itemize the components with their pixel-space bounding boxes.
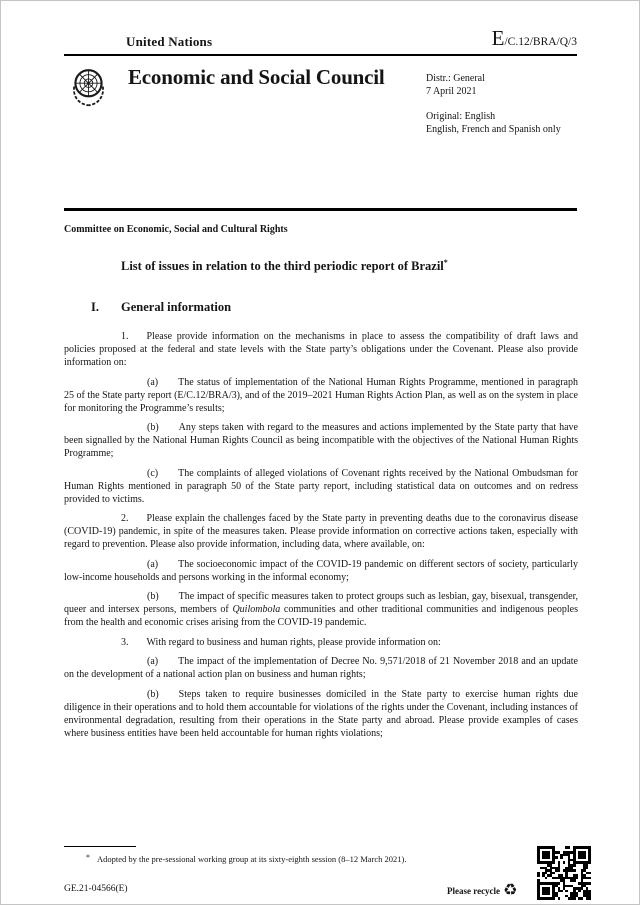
footnote-text: Adopted by the pre-sessional working group at its sixty-eighth session (8–12 March 2021). <box>97 854 407 864</box>
footnote <box>64 852 566 865</box>
languages-line: English, French and Spanish only <box>426 124 561 135</box>
paragraph-list <box>64 330 578 740</box>
footnote-rule <box>64 846 136 847</box>
document-code: GE.21-04566(E) <box>64 884 128 894</box>
document-body <box>64 223 578 746</box>
document-title <box>64 255 578 274</box>
paragraph-10: (b) Steps taken to require businesses domiciled in the State party to exercise human rights due diligence in their operations and to hold them accountable for violations of the rights under the Covenant, including instances of environmental degradation, resulting from their operations in the State party and abroad. Please provide examples of cases where business entities have been held accountable for human rights violations; <box>64 688 578 739</box>
paragraph-label: 3. <box>121 636 129 648</box>
distr-line: Distr.: General <box>426 73 485 84</box>
date-line: 7 April 2021 <box>426 86 477 97</box>
recycle-label: Please recycle <box>447 886 501 896</box>
distribution-block <box>426 72 561 136</box>
section-number: I. <box>91 300 99 315</box>
qr-code <box>537 846 591 900</box>
original-language-line: Original: English <box>426 111 496 122</box>
council-title: Economic and Social Council <box>128 65 385 89</box>
paragraph-label: (a) <box>147 656 159 668</box>
paragraph-9: (a) The impact of the implementation of Decree No. 9,571/2018 of 21 November 2018 and an update on the development of a national action plan on business and human rights; <box>64 656 578 681</box>
paragraph-label: (b) <box>147 422 159 434</box>
header-rule <box>64 54 577 56</box>
distr-gap <box>426 98 561 110</box>
section-heading <box>64 299 578 315</box>
org-name: United Nations <box>126 34 213 49</box>
document-symbol <box>492 26 577 51</box>
paragraph-label: (c) <box>147 467 159 479</box>
paragraph-5: 2. Please explain the challenges faced by the State party in preventing deaths due to the coronavirus disease (COVID-19) pandemic, in spite of the measures taken. Please provide information on corrective actions taken, especially with regard to prevention. Please also provide information, including data, where available, on: <box>64 513 578 551</box>
un-emblem-icon <box>64 62 113 111</box>
symbol-rest: /C.12/BRA/Q/3 <box>504 36 577 48</box>
paragraph-label: (b) <box>147 688 159 700</box>
paragraph-8: 3. With regard to business and human rights, please provide information on: <box>121 636 441 648</box>
recycle-note <box>447 881 517 901</box>
recycle-icon: ♻ <box>503 882 518 899</box>
paragraph-3: (b) Any steps taken with regard to the measures and actions implemented by the State party that have been signalled by the National Human Rights Council as being incompatible with the objectives of the National Human Rights Programme; <box>64 422 578 460</box>
paragraph-label: 2. <box>121 513 129 525</box>
paragraph-6: (a) The socioeconomic impact of the COVID-19 pandemic on different sectors of society, particularly low-income households and persons working in the informal economy; <box>64 558 578 583</box>
committee-name: Committee on Economic, Social and Cultural Rights <box>64 224 288 235</box>
document-title-text: List of issues in relation to the third periodic report of Brazil <box>121 259 444 274</box>
paragraph-label: (a) <box>147 376 159 388</box>
paragraph-2: (a) The status of implementation of the National Human Rights Programme, mentioned in paragraph 25 of the State party report (E/C.12/BRA/3), and of the 2019–2021 Human Rights Action Plan, as well as on the system in place for monitoring the Programme’s results; <box>64 376 578 414</box>
footnote-marker: * <box>86 853 90 862</box>
paragraph-label: (a) <box>147 558 159 570</box>
section-title: General information <box>121 300 232 315</box>
title-footnote-marker: * <box>443 258 448 267</box>
paragraph-label: 1. <box>121 331 129 343</box>
paragraph-label: (b) <box>147 591 159 603</box>
paragraph-7: (b) The impact of specific measures taken to protect groups such as lesbian, gay, bisexual, transgender, queer and intersex persons, members of Quilombola communities and other traditional communities and indigenous peoples from the health and economic crises arising from the COVID-19 pandemic. <box>64 591 578 629</box>
paragraph-4: (c) The complaints of alleged violations of Covenant rights received by the National Ombudsman for Human Rights mentioned in paragraph 50 of the State party report, including statistical data on outcomes and on redress provided to victims. <box>64 467 578 505</box>
header-divider <box>64 208 577 211</box>
paragraph-1: 1. Please provide information on the mechanisms in place to assess the compatibility of draft laws and policies proposed at the federal and state levels with the State party’s obligations under the Covenant. Please also provide information on: <box>64 331 578 369</box>
symbol-series-letter: E <box>491 26 505 50</box>
